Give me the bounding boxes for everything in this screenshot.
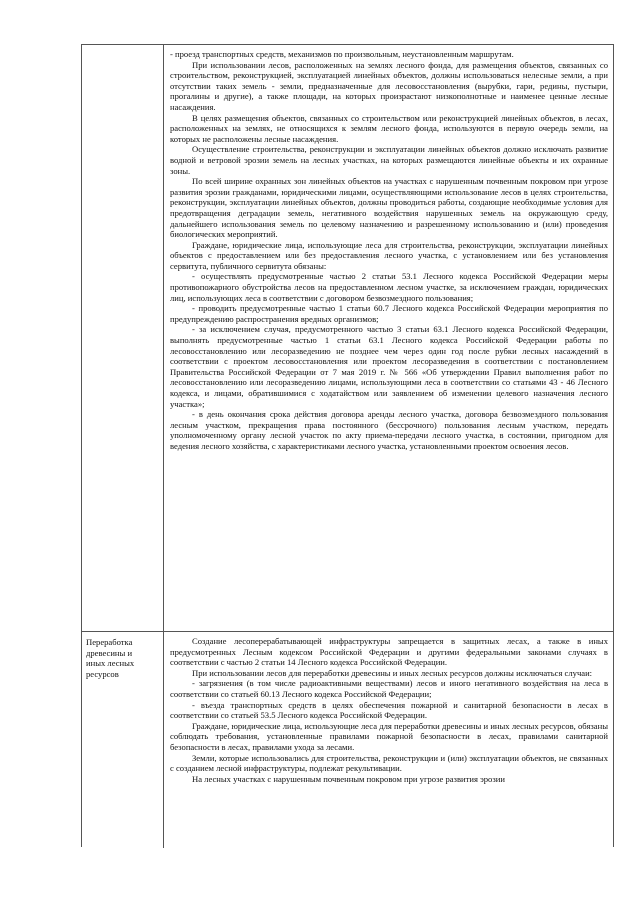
paragraph: В целях размещения объектов, связанных со строительством или реконструкцией линейных объектов, в лесах, расположенных на землях, не относящихся к землям лесного фонда, используются в первую очередь земли, на которых не расположены лесные насаждения. (170, 112, 608, 144)
paragraph: - осуществлять предусмотренные частью 2 статьи 53.1 Лесного кодекса Российской Федерации меры противопожарного обустройства лесов на предоставленном лесном участке, за исключением граждан, юридических лиц, использующих леса в соответствии с договором безвозмездного пользования; (170, 271, 608, 303)
paragraph: По всей ширине охранных зон линейных объектов на участках с нарушенным почвенным покровом при угрозе развития эрозии гражданами, юридическими лицами, осуществляющими использование лесов в целях строительства, реконструкции, эксплуатации линейных объектов, должны проводиться работы, создающие необходимые условия для предотвращения деградации земель, негативного воздействия нарушенных земель на окружающую среду, дальнейшего использования земель по целевому назначению и разрешенному использованию и (или) проведения биологических мероприятий. (170, 176, 608, 240)
paragraph: Граждане, юридические лица, использующие леса для строительства, реконструкции, эксплуатации линейных объектов с предоставлением или без предоставления лесного участка, с установлением или без установления сервитута, публичного сервитута обязаны: (170, 239, 608, 271)
paragraph: Земли, которые использовались для строительства, реконструкции и (или) эксплуатации объектов, не связанных с созданием лесной инфраструктуры, подлежат рекультивации. (170, 752, 608, 774)
row-content-cell (165, 45, 613, 631)
row-content-cell (165, 632, 613, 848)
paragraph: - загрязнения (в том числе радиоактивными веществами) лесов и иного негативного воздействия на леса в соответствии со статьей 60.13 Лесного кодекса Российской Федерации; (170, 678, 608, 699)
paragraph: - в день окончания срока действия договора аренды лесного участка, договора безвозмездного пользования лесным участком, прекращения права постоянного (бессрочного) пользования лесным участком, передать уполномоченному органу лесной участок по акту приема-передачи лесного участка, в состоянии, пригодном для ведения лесного хозяйства, с характеристиками лесного участка, установленными проектом освоения лесов. (170, 409, 608, 451)
paragraph: - проезд транспортных средств, механизмов по произвольным, неустановленным маршрутам. (170, 49, 514, 59)
forest-use-table (81, 44, 614, 847)
paragraph: Создание лесоперерабатывающей инфраструктуры запрещается в защитных лесах, а также в иных предусмотренных Лесным кодексом Российской Федерации и другими федеральными законами случаях в соответствии с частью 2 статьи 14 Лесного кодекса Российской Федерации. (170, 636, 608, 668)
row-label-line: Переработка (86, 637, 133, 647)
row-label-line: иных лесных (86, 658, 135, 669)
paragraph: - проводить предусмотренные частью 1 статьи 60.7 Лесного кодекса Российской Федерации мероприятия по предупреждению распространения вредных организмов; (170, 303, 608, 324)
table-row-wood-processing (82, 631, 613, 848)
paragraph: На лесных участках с нарушенным почвенным покровом при угрозе развития эрозии (192, 773, 505, 784)
row-label-cell (82, 45, 164, 631)
paragraph: Граждане, юридические лица, использующие леса для переработки древесины и иных лесных ресурсов, обязаны соблюдать требования, установленные правилами пожарной безопасности в лесах, правилами санитарной безопасности в лесах, правилами ухода за лесами. (170, 720, 608, 752)
paragraph: - за исключением случая, предусмотренного частью 3 статьи 63.1 Лесного кодекса Российской Федерации, выполнять предусмотренные частью 1 статьи 63.1 Лесного кодекса Российской Федерации работы по лесовосстановлению или лесоразведению не позднее чем через один год после рубки лесных насаждений в соответствии с проектом лесовосстановления или проектом лесоразведения в соответствии с постановлением Правительства Российской Федерации от 7 мая 2019 г. № 566 «Об утверждении Правил выполнения работ по лесовосстановлению или лесоразведению лицами, использующими леса в соответствии со статьями 43 - 46 Лесного кодекса, и лицами, обратившимися с ходатайством или заявлением об изменении целевого назначения лесного участка»; (170, 324, 608, 409)
row-label-cell (82, 632, 164, 848)
table-row-linear-objects (82, 45, 613, 631)
paragraph: При использовании лесов, расположенных на землях лесного фонда, для размещения объектов, связанных со строительством, реконструкцией, эксплуатацией линейных объектов, должны использоваться нелесные земли, а при отсутствии таких земель - земли, предназначенные для лесовосстановления (вырубки, гари, редины, пустыри, прогалины и другие), а также площади, на которых произрастают низкополнотные и наименее ценные лесные насаждения. (170, 59, 608, 112)
paragraph: - въезда транспортных средств в целях обеспечения пожарной и санитарной безопасности в лесах в соответствии со статьей 53.5 Лесного кодекса Российской Федерации. (170, 699, 608, 721)
row-label-line: древесины и (86, 647, 133, 658)
paragraph: При использовании лесов для переработки древесины и иных лесных ресурсов должны исключаться случаи: (192, 667, 593, 678)
row-label-line: ресурсов (86, 668, 119, 679)
paragraph: Осуществление строительства, реконструкции и эксплуатации линейных объектов должно исключать развитие водной и ветровой эрозии земель на лесных участках, на которых размещаются линейные объекты и их охранные зоны. (170, 144, 608, 176)
